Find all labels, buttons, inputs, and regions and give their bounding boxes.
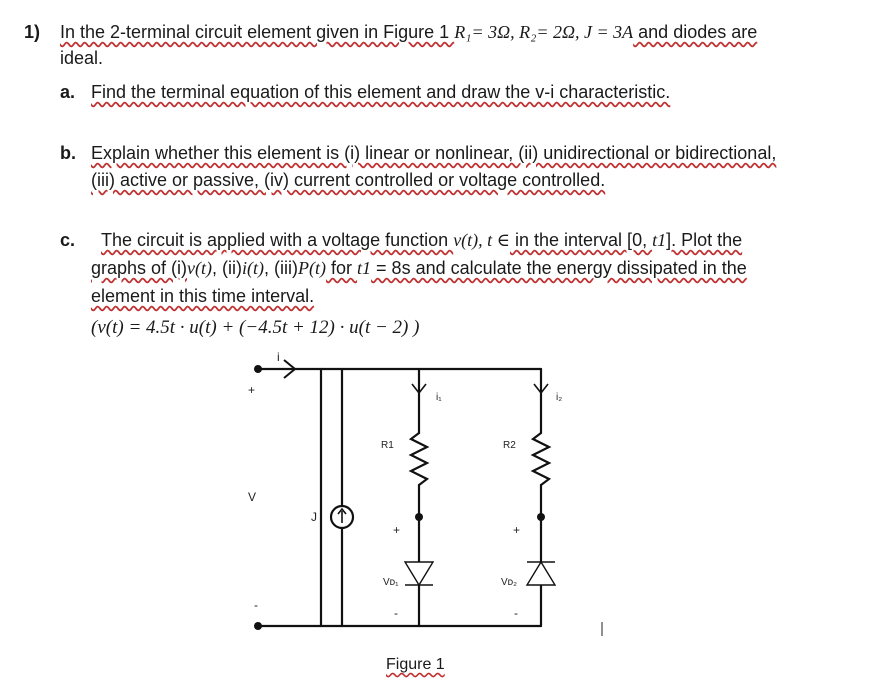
intro-suffix: and diodes are bbox=[633, 22, 758, 42]
label-J: J bbox=[311, 510, 317, 524]
part-b-letter: b. bbox=[60, 143, 76, 163]
c-l2-m4: t1 bbox=[357, 258, 372, 278]
label-i2: i₂ bbox=[556, 392, 563, 403]
c-l1-math2: t1 bbox=[652, 230, 667, 250]
resistor-r2 bbox=[533, 433, 549, 485]
node-r1-dot bbox=[415, 513, 423, 521]
voltage-equation: (v(t) = 4.5t · u(t) + (−4.5t + 12) · u(t − 2) ) bbox=[91, 317, 420, 338]
intro-values: R₁= 3Ω, R₂= 2Ω, J = 3A bbox=[454, 22, 634, 42]
label-vd1-minus: - bbox=[394, 606, 398, 620]
label-VD1: Vᴅ₁ bbox=[383, 577, 399, 588]
c-l2-m2: i(t) bbox=[242, 258, 265, 278]
c-l2-e: = 8s and calculate the energy dissipated in the bbox=[371, 258, 747, 278]
c-l1-text-c: ]. Plot the bbox=[666, 230, 743, 250]
c-l2-a: graphs of (i) bbox=[91, 258, 188, 278]
c-l2-c: , (iii) bbox=[264, 258, 299, 278]
label-vd2-minus: - bbox=[514, 606, 518, 620]
part-b-line2: (iii) active or passive, (iv) current controlled or voltage controlled. bbox=[91, 170, 606, 190]
terminal-bottom-dot bbox=[254, 622, 262, 630]
c-l1-math: v(t), t ∈ bbox=[453, 230, 510, 250]
c-l3-text: element in this time interval. bbox=[91, 286, 315, 306]
diode-d2 bbox=[527, 562, 555, 585]
question-number: 1) bbox=[24, 22, 41, 42]
c-l2-b: , (ii) bbox=[212, 258, 243, 278]
part-b-line1: Explain whether this element is (i) linear or nonlinear, (ii) unidirectional or bidirectional, bbox=[91, 143, 777, 163]
resistor-r1 bbox=[411, 433, 427, 485]
c-l2-m3: P(t) bbox=[298, 258, 327, 278]
label-R1: R1 bbox=[381, 440, 394, 451]
c-l2-m1: v(t) bbox=[187, 258, 213, 278]
intro-line2: ideal. bbox=[60, 48, 104, 68]
label-V: V bbox=[248, 490, 257, 504]
c-l1-text-b: in the interval [0, bbox=[510, 230, 653, 250]
part-a-text: Find the terminal equation of this element and draw the v-i characteristic. bbox=[91, 82, 671, 102]
label-i1: i₁ bbox=[436, 392, 442, 403]
diode-d1 bbox=[405, 562, 433, 585]
label-vd1-plus: + bbox=[393, 523, 401, 537]
part-a-letter: a. bbox=[60, 82, 76, 102]
label-R2: R2 bbox=[503, 440, 516, 451]
c-l2-d: for bbox=[326, 258, 358, 278]
terminal-top-dot bbox=[254, 365, 262, 373]
label-VD2: Vᴅ₂ bbox=[501, 577, 518, 588]
node-r2-dot bbox=[537, 513, 545, 521]
c-l1-text-a: The circuit is applied with a voltage function bbox=[101, 230, 454, 250]
intro-text: In the 2-terminal circuit element given in Figure 1 bbox=[60, 22, 455, 42]
figure-caption: Figure 1 bbox=[386, 656, 445, 673]
part-c-letter: c. bbox=[60, 230, 76, 250]
label-vd2-plus: + bbox=[513, 523, 521, 537]
label-plus-terminal: + bbox=[248, 383, 256, 397]
label-i: i bbox=[277, 350, 280, 364]
label-minus-terminal: - bbox=[254, 598, 258, 612]
